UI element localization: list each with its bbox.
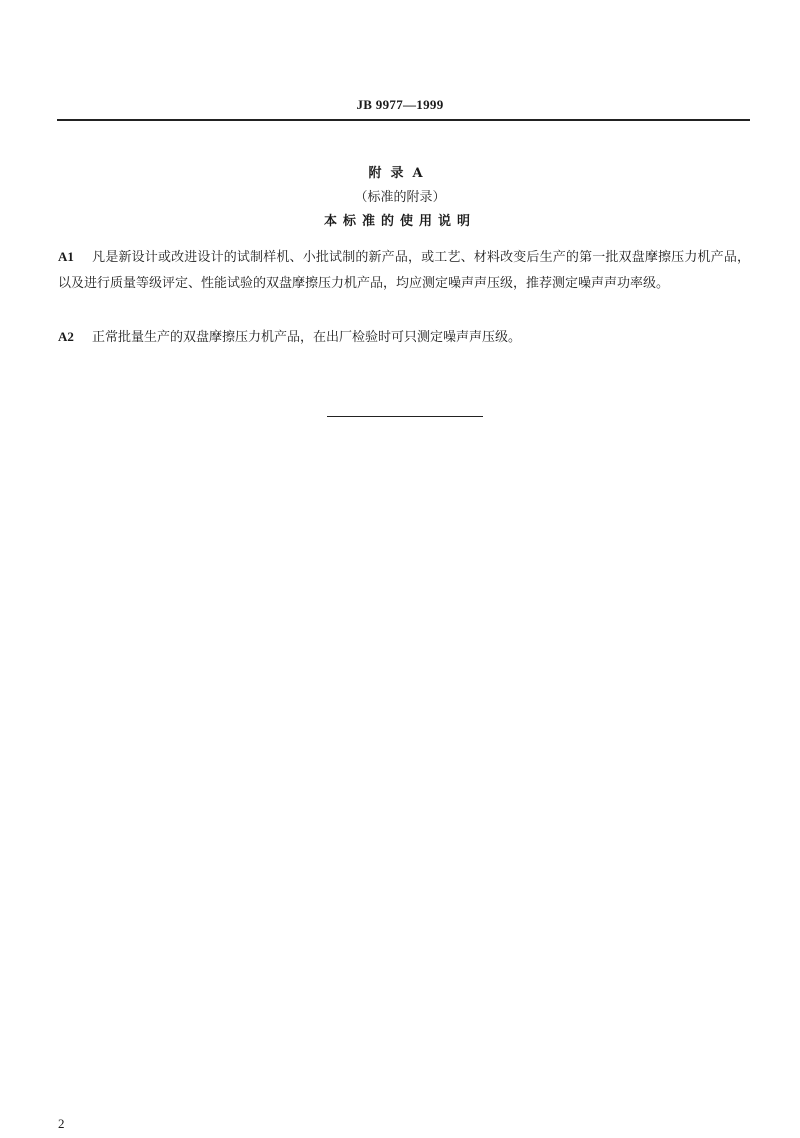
appendix-subtitle: （标准的附录） bbox=[354, 190, 446, 205]
clause-number: A1 bbox=[58, 249, 74, 264]
header-divider bbox=[57, 119, 750, 121]
appendix-title: 附录A bbox=[368, 166, 432, 181]
clause-text: 正常批量生产的双盘摩擦压力机产品，在出厂检验时可只测定噪声声压级。 bbox=[92, 330, 522, 345]
page-number: 2 bbox=[58, 1116, 65, 1131]
clause-number: A2 bbox=[58, 329, 74, 344]
clause-a2 bbox=[58, 324, 750, 351]
clause-a1 bbox=[58, 244, 750, 297]
end-of-appendix-rule bbox=[327, 416, 483, 417]
standard-code-header: JB 9977—1999 bbox=[356, 97, 444, 112]
clause-text: 凡是新设计或改进设计的试制样机、小批试制的新产品，或工艺、材料改变后生产的第一批双盘摩擦压力机产品，以及进行质量等级评定、性能试验的双盘摩擦压力机产品，均应测定噪声声压级，推荐测定噪声声功率级。 bbox=[58, 250, 750, 291]
appendix-heading: 本标准的使用说明 bbox=[323, 214, 476, 229]
